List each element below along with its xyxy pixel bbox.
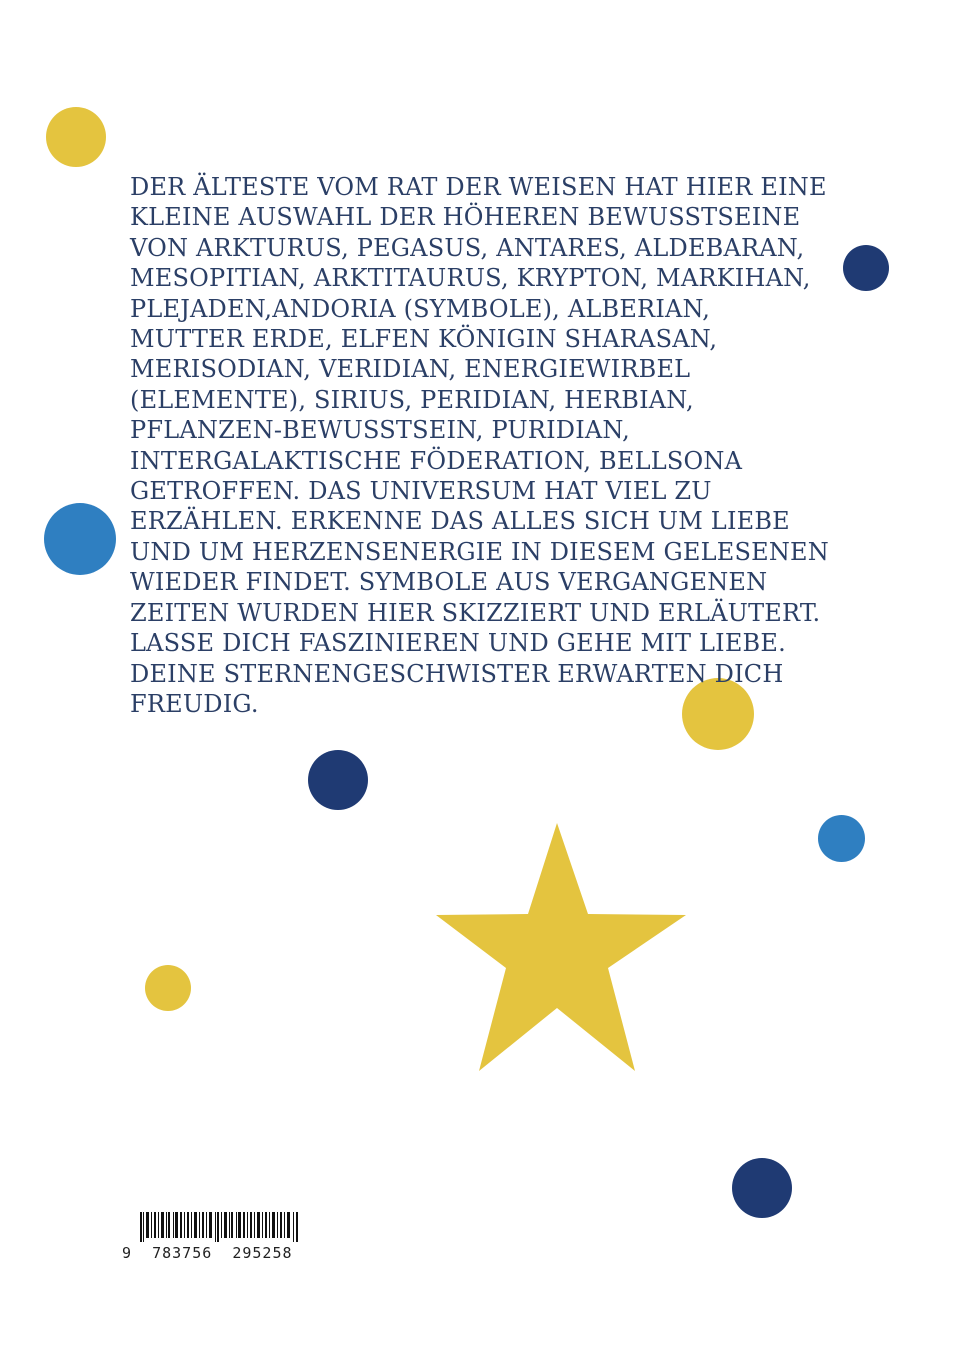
yellow-dot-top-left (46, 107, 106, 167)
back-cover-blurb: DER ÄLTESTE VOM RAT DER WEISEN HAT HIER EINE KLEINE AUSWAHL DER HÖHEREN BEWUSSTSEINE VON ARKTURUS, PEGASUS, ANTARES, ALDEBARAN, MESOPITIAN, ARKTITAURUS, KRYPTON, MARKIHAN, PLEJADEN,ANDORIA (SYMBOLE), ALBERIAN, MUTTER ERDE, ELFEN KÖNIGIN SHARASAN, MERISODIAN, VERIDIAN, ENERGIEWIRBEL (ELEMENTE), SIRIUS, PERIDIAN, HERBIAN, PFLANZEN-BEWUSSTSEIN, PURIDIAN, INTERGALAKTISCHE FÖDERATION, BELLSONA GETROFFEN. DAS UNIVERSUM HAT VIEL ZU ERZÄHLEN. ERKENNE DAS ALLES SICH UM LIEBE UND UM HERZENSENERGIE IN DIESEM GELESENEN WIEDER FINDET. SYMBOLE AUS VERGANGENEN ZEITEN WURDEN HIER SKIZZIERT UND ERLÄUTERT. LASSE DICH FASZINIEREN UND GEHE MIT LIEBE. DEINE STERNENGESCHWISTER ERWARTEN DICH FREUDIG. (130, 173, 829, 718)
navy-dot-bottom-right (732, 1158, 792, 1218)
star-icon (430, 820, 690, 1075)
yellow-dot-lower-left (145, 965, 191, 1011)
navy-dot-right (843, 245, 889, 291)
isbn-number: 9 783756 295258 (122, 1244, 293, 1262)
blue-dot-right (818, 815, 865, 862)
blue-dot-left (44, 503, 116, 575)
barcode (140, 1212, 298, 1242)
navy-dot-middle (308, 750, 368, 810)
